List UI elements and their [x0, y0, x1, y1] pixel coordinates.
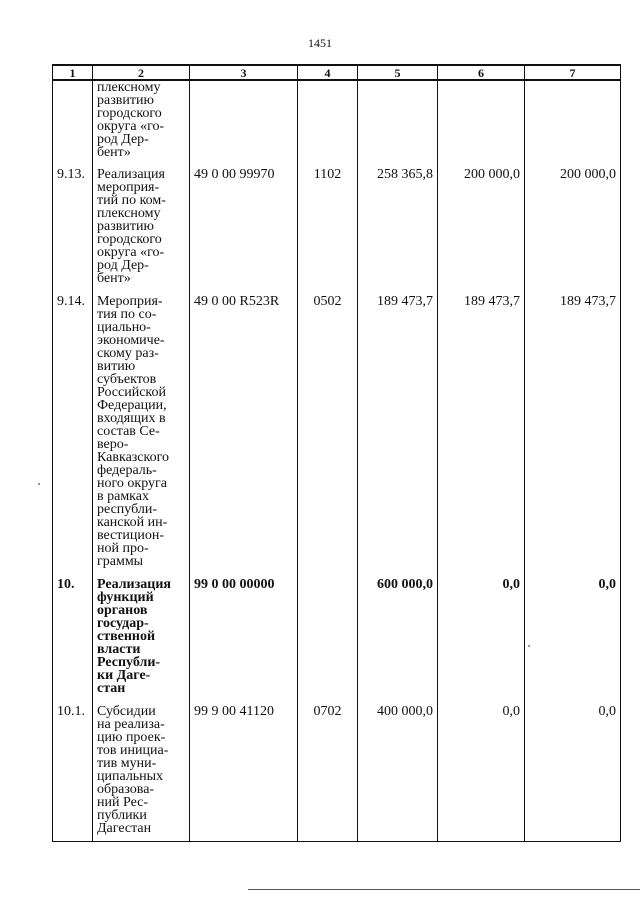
row-name-line: вестицион- — [97, 528, 165, 543]
row-number: 10. — [53, 570, 93, 697]
row-name-line: Реализация — [97, 167, 165, 182]
row-name-line: состав Се- — [97, 424, 160, 439]
table-row — [53, 697, 621, 842]
row-name-line: граммы — [97, 554, 144, 569]
row-value-col5: 258 365,8 — [358, 161, 438, 287]
budget-table — [52, 64, 621, 842]
row-name-line: ки Даге- — [97, 668, 151, 683]
column-header: 7 — [525, 65, 621, 80]
bottom-rule — [248, 889, 640, 890]
row-name — [93, 570, 190, 697]
row-name-line: федераль- — [97, 463, 157, 478]
row-value-col6: 0,0 — [438, 697, 525, 842]
row-name-line: циально- — [97, 320, 151, 335]
row-name-line: Республи- — [97, 655, 161, 670]
column-header: 4 — [298, 65, 358, 80]
table-row — [53, 161, 621, 287]
row-name-line: мероприя- — [97, 180, 160, 195]
row-name-line: республи- — [97, 502, 157, 517]
row-name-line: стан — [97, 681, 126, 696]
row-section — [298, 570, 358, 697]
row-number: 9.14. — [53, 287, 93, 570]
row-name-line: род Дер- — [97, 132, 149, 147]
row-name-line: плексному — [97, 80, 161, 95]
row-name-line: плексному — [97, 206, 161, 221]
row-name-line: ний Рес- — [97, 795, 149, 810]
row-name-line: государ- — [97, 616, 149, 631]
row-value-col6: 200 000,0 — [438, 161, 525, 287]
header-row — [53, 65, 621, 80]
row-name-line: городского — [97, 106, 162, 121]
scan-speck — [38, 483, 40, 485]
row-name-line: публики — [97, 808, 147, 823]
row-name-line: ной про- — [97, 541, 149, 556]
row-value-col7: 0,0 — [525, 697, 621, 842]
row-name-line: скому раз- — [97, 346, 159, 361]
table-row — [53, 570, 621, 697]
table-row — [53, 287, 621, 570]
row-name-line: Российской — [97, 385, 166, 400]
row-code: 99 0 00 00000 — [190, 570, 298, 697]
scan-speck — [528, 645, 530, 647]
row-section: 1102 — [298, 161, 358, 287]
row-name-line: Реализация — [97, 577, 171, 592]
column-header: 3 — [190, 65, 298, 80]
row-number: 10.1. — [53, 697, 93, 842]
row-name-line: тий по ком- — [97, 193, 166, 208]
row-name-line: Субсидии — [97, 704, 156, 719]
row-name-line: ципальных — [97, 769, 164, 784]
row-name-line: Кавказского — [97, 450, 170, 465]
row-name — [93, 161, 190, 287]
row-name — [93, 697, 190, 842]
row-name-line: Федерации, — [97, 398, 167, 413]
row-name-line: веро- — [97, 437, 129, 452]
row-name-line: Дагестан — [97, 821, 152, 836]
row-name-line: канской ин- — [97, 515, 168, 530]
row-name-line: ственной — [97, 629, 156, 644]
row-name — [93, 80, 190, 161]
row-name-line: витию — [97, 359, 136, 374]
row-value-col6: 189 473,7 — [438, 287, 525, 570]
row-code: 99 9 00 41120 — [190, 697, 298, 842]
row-name-line: власти — [97, 642, 141, 657]
row-number: 9.13. — [53, 161, 93, 287]
row-section — [298, 80, 358, 161]
row-name-line: ного округа — [97, 476, 167, 491]
row-name-line: округа «го- — [97, 119, 165, 134]
row-value-col5: 189 473,7 — [358, 287, 438, 570]
column-header: 2 — [93, 65, 190, 80]
row-name-line: входящих в — [97, 411, 166, 426]
table-body — [53, 80, 621, 842]
row-value-col7: 0,0 — [525, 570, 621, 697]
row-name — [93, 287, 190, 570]
row-section: 0502 — [298, 287, 358, 570]
column-header: 1 — [53, 65, 93, 80]
row-section: 0702 — [298, 697, 358, 842]
row-name-line: функций — [97, 590, 154, 605]
row-value-col5: 600 000,0 — [358, 570, 438, 697]
row-value-col7 — [525, 80, 621, 161]
row-name-line: тов инициа- — [97, 743, 169, 758]
row-name-line: цию проек- — [97, 730, 166, 745]
row-name-line: городского — [97, 232, 162, 247]
row-name-line: род Дер- — [97, 258, 149, 273]
row-code: 49 0 00 R523R — [190, 287, 298, 570]
column-header: 5 — [358, 65, 438, 80]
row-name-line: на реализа- — [97, 717, 165, 732]
table-row — [53, 80, 621, 161]
row-code: 49 0 00 99970 — [190, 161, 298, 287]
row-value-col5 — [358, 80, 438, 161]
row-name-line: органов — [97, 603, 148, 618]
row-name-line: в рамках — [97, 489, 149, 504]
row-code — [190, 80, 298, 161]
row-name-line: Мероприя- — [97, 294, 163, 309]
row-value-col5: 400 000,0 — [358, 697, 438, 842]
row-name-line: округа «го- — [97, 245, 165, 260]
row-name-line: экономиче- — [97, 333, 165, 348]
row-name-line: тив муни- — [97, 756, 157, 771]
row-name-line: бент» — [97, 271, 131, 286]
row-name-line: развитию — [97, 219, 154, 234]
page-number: 1451 — [308, 36, 332, 50]
row-value-col7: 200 000,0 — [525, 161, 621, 287]
row-name-line: бент» — [97, 145, 131, 160]
row-name-line: образова- — [97, 782, 155, 797]
row-value-col6: 0,0 — [438, 570, 525, 697]
row-name-line: тия по со- — [97, 307, 157, 322]
row-name-line: субъектов — [97, 372, 157, 387]
row-value-col6 — [438, 80, 525, 161]
row-name-line: развитию — [97, 93, 154, 108]
row-value-col7: 189 473,7 — [525, 287, 621, 570]
column-header: 6 — [438, 65, 525, 80]
row-number — [53, 80, 93, 161]
